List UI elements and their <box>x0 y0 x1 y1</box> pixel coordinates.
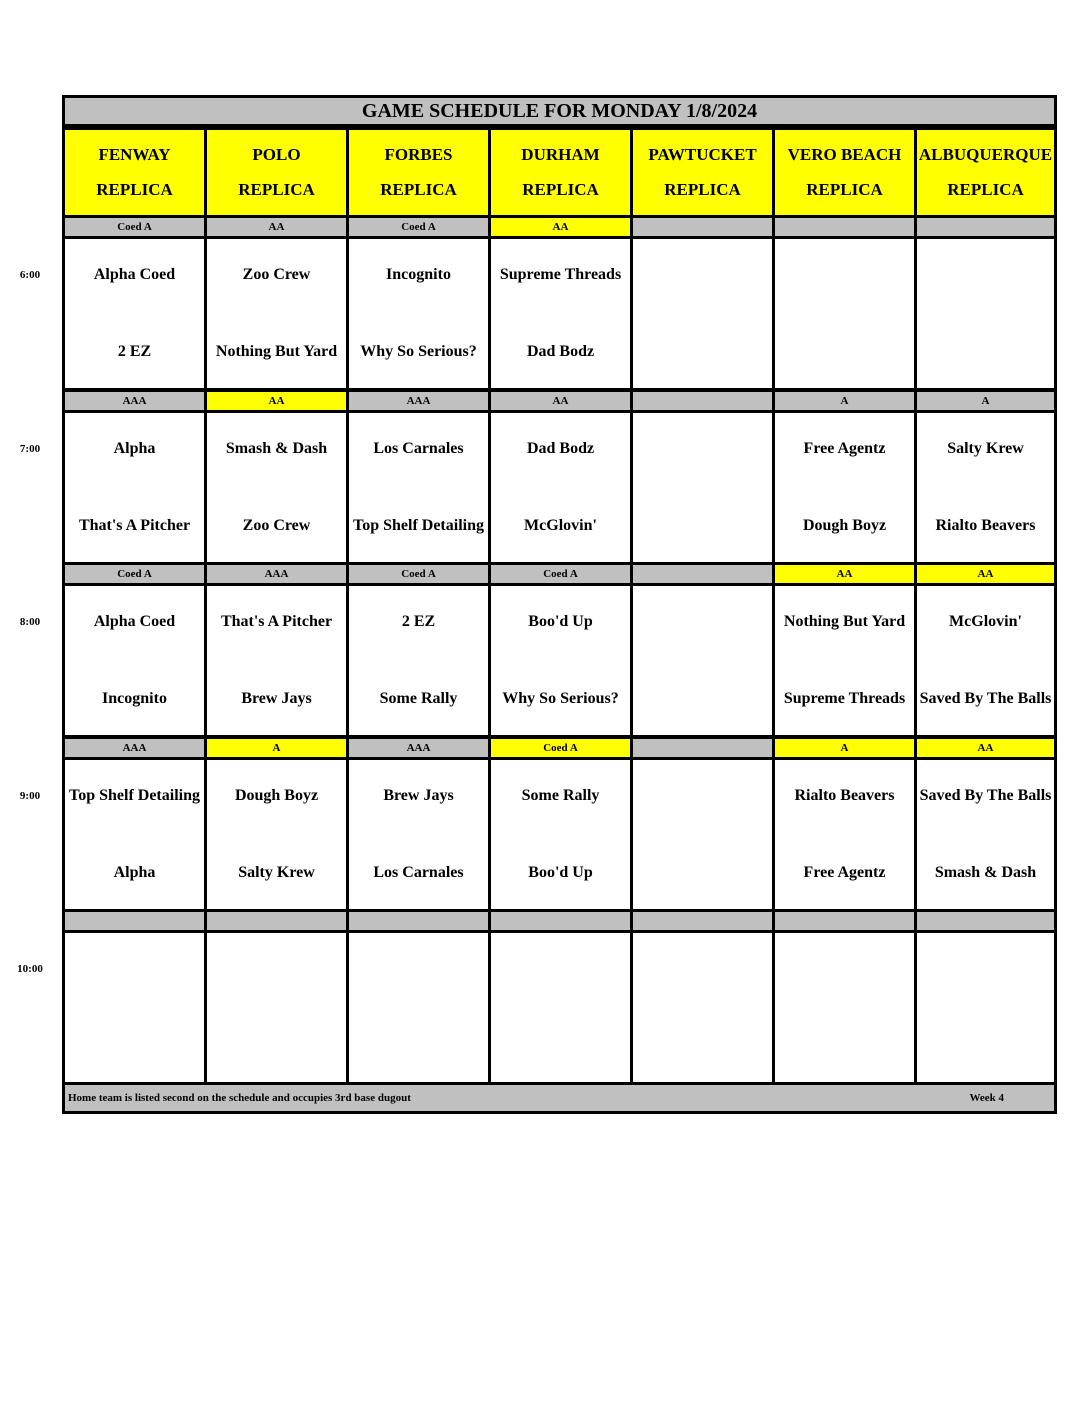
schedule-footer <box>65 1085 1054 1111</box>
field-header <box>349 130 488 215</box>
week-label: Week 4 <box>969 1092 1004 1104</box>
division-label <box>775 912 914 930</box>
field-header <box>917 130 1054 215</box>
game-cell <box>349 586 488 735</box>
home-team: 2 EZ <box>117 343 152 360</box>
field-name: DURHAM <box>521 145 600 165</box>
home-team: Free Agentz <box>803 864 886 881</box>
game-cell <box>917 413 1054 562</box>
home-team-note: Home team is listed second on the schedule and occupies 3rd base dugout <box>68 1092 411 1104</box>
field-sub: REPLICA <box>664 179 741 199</box>
game-cell <box>491 239 630 388</box>
home-team <box>635 1036 770 1056</box>
home-team <box>209 1036 344 1056</box>
game-cell <box>775 239 914 388</box>
away-team: Supreme Threads <box>499 266 622 283</box>
away-team: Free Agentz <box>803 440 886 457</box>
game-cell <box>775 760 914 909</box>
division-label: AA <box>775 565 914 583</box>
game-cell <box>207 239 346 388</box>
time-label: 6:00 <box>19 269 41 281</box>
division-label: Coed A <box>65 218 204 236</box>
away-team <box>777 265 912 285</box>
game-cell <box>775 586 914 735</box>
away-team: McGlovin' <box>949 613 1022 630</box>
game-cell <box>491 586 630 735</box>
home-team <box>635 516 770 536</box>
schedule-title: GAME SCHEDULE FOR MONDAY 1/8/2024 <box>65 98 1054 127</box>
game-cell <box>65 239 204 388</box>
time-label: 8:00 <box>19 616 41 628</box>
field-header <box>775 130 914 215</box>
game-cell <box>65 413 204 562</box>
division-label <box>633 392 772 410</box>
schedule-table <box>62 95 1057 1114</box>
division-label: AAA <box>349 392 488 410</box>
division-label: A <box>207 739 346 757</box>
division-label: AAA <box>349 739 488 757</box>
away-team <box>635 265 770 285</box>
game-cell <box>633 933 772 1082</box>
division-label <box>207 912 346 930</box>
home-team: Boo'd Up <box>528 864 593 881</box>
home-team: Zoo Crew <box>242 517 311 534</box>
division-label: AAA <box>65 739 204 757</box>
home-team: McGlovin' <box>524 517 597 534</box>
away-team <box>635 959 770 979</box>
away-team <box>67 959 202 979</box>
field-header <box>207 130 346 215</box>
away-team: 2 EZ <box>401 613 436 630</box>
division-label <box>917 218 1054 236</box>
home-team: Brew Jays <box>241 690 312 707</box>
field-sub: REPLICA <box>947 179 1024 199</box>
away-team: Zoo Crew <box>242 266 311 283</box>
home-team: Los Carnales <box>373 864 464 881</box>
division-label: Coed A <box>491 739 630 757</box>
division-label: A <box>775 739 914 757</box>
division-label: A <box>775 392 914 410</box>
division-label: AA <box>207 392 346 410</box>
away-team <box>777 959 912 979</box>
field-name: POLO <box>252 145 301 165</box>
game-cell <box>349 239 488 388</box>
field-sub: REPLICA <box>806 179 883 199</box>
game-cell <box>491 760 630 909</box>
game-cell <box>491 413 630 562</box>
home-team: Salty Krew <box>238 864 315 881</box>
home-team: Supreme Threads <box>783 690 906 707</box>
game-cell <box>207 933 346 1082</box>
field-name: FENWAY <box>98 145 171 165</box>
division-label: Coed A <box>349 218 488 236</box>
division-label: AA <box>491 218 630 236</box>
home-team <box>777 342 912 362</box>
game-cell <box>917 586 1054 735</box>
field-sub: REPLICA <box>238 179 315 199</box>
home-team: Incognito <box>102 690 167 707</box>
home-team <box>635 689 770 709</box>
home-team: Saved By The Balls <box>919 690 1052 707</box>
game-cell <box>775 413 914 562</box>
division-label: Coed A <box>65 565 204 583</box>
division-label: AA <box>917 565 1054 583</box>
division-label <box>633 565 772 583</box>
game-cell <box>917 760 1054 909</box>
game-cell <box>633 413 772 562</box>
game-cell <box>207 586 346 735</box>
away-team: Some Rally <box>521 787 600 804</box>
home-team <box>777 1036 912 1056</box>
home-team <box>493 1036 628 1056</box>
division-label <box>775 218 914 236</box>
field-name: PAWTUCKET <box>648 145 757 165</box>
field-sub: REPLICA <box>522 179 599 199</box>
game-cell <box>349 413 488 562</box>
field-header <box>65 130 204 215</box>
away-team: Los Carnales <box>373 440 464 457</box>
home-team <box>635 863 770 883</box>
division-label: Coed A <box>491 565 630 583</box>
division-label <box>491 912 630 930</box>
away-team <box>635 612 770 632</box>
away-team: Boo'd Up <box>528 613 593 630</box>
field-header <box>491 130 630 215</box>
away-team: Top Shelf Detailing <box>69 787 200 804</box>
game-cell <box>917 239 1054 388</box>
field-header <box>633 130 772 215</box>
division-label: A <box>917 392 1054 410</box>
division-label <box>633 739 772 757</box>
home-team: Top Shelf Detailing <box>353 517 484 534</box>
away-team: Brew Jays <box>383 787 454 804</box>
division-label <box>633 218 772 236</box>
home-team: Why So Serious? <box>502 690 619 707</box>
game-cell <box>349 760 488 909</box>
home-team <box>351 1036 486 1056</box>
game-cell <box>917 933 1054 1082</box>
division-label: AA <box>207 218 346 236</box>
away-team: Dad Bodz <box>526 440 595 457</box>
home-team: Dough Boyz <box>802 517 887 534</box>
game-cell <box>633 760 772 909</box>
division-label: AAA <box>65 392 204 410</box>
division-label <box>917 912 1054 930</box>
division-label: AAA <box>207 565 346 583</box>
home-team <box>919 1036 1052 1056</box>
field-sub: REPLICA <box>380 179 457 199</box>
division-label: AA <box>917 739 1054 757</box>
game-cell <box>633 239 772 388</box>
away-team: Smash & Dash <box>225 440 328 457</box>
home-team: Alpha <box>113 864 156 881</box>
field-name: VERO BEACH <box>787 145 902 165</box>
field-name: ALBUQUERQUE <box>918 145 1053 165</box>
game-cell <box>207 413 346 562</box>
home-team: Smash & Dash <box>934 864 1037 881</box>
away-team: That's A Pitcher <box>220 613 333 630</box>
home-team <box>919 342 1052 362</box>
home-team: Rialto Beavers <box>935 517 1036 534</box>
away-team <box>919 959 1052 979</box>
away-team <box>209 959 344 979</box>
away-team <box>635 786 770 806</box>
home-team <box>67 1036 202 1056</box>
time-label: 10:00 <box>17 963 43 975</box>
home-team: Dad Bodz <box>526 343 595 360</box>
field-sub: REPLICA <box>96 179 173 199</box>
game-cell <box>491 933 630 1082</box>
home-team: Why So Serious? <box>360 343 477 360</box>
game-cell <box>207 760 346 909</box>
game-cell <box>65 933 204 1082</box>
away-team: Alpha Coed <box>93 613 176 630</box>
division-label <box>65 912 204 930</box>
away-team <box>493 959 628 979</box>
division-label <box>633 912 772 930</box>
game-cell <box>633 586 772 735</box>
away-team: Saved By The Balls <box>919 787 1052 804</box>
division-label: Coed A <box>349 565 488 583</box>
home-team: Some Rally <box>379 690 458 707</box>
away-team <box>635 439 770 459</box>
home-team <box>635 342 770 362</box>
game-cell <box>349 933 488 1082</box>
away-team <box>919 265 1052 285</box>
game-cell <box>775 933 914 1082</box>
game-cell <box>65 586 204 735</box>
field-name: FORBES <box>384 145 453 165</box>
away-team: Dough Boyz <box>234 787 319 804</box>
away-team: Alpha <box>113 440 156 457</box>
time-label: 7:00 <box>19 443 41 455</box>
time-label: 9:00 <box>19 790 41 802</box>
away-team: Nothing But Yard <box>783 613 906 630</box>
division-label <box>349 912 488 930</box>
away-team <box>351 959 486 979</box>
home-team: Nothing But Yard <box>215 343 338 360</box>
away-team: Alpha Coed <box>93 266 176 283</box>
away-team: Rialto Beavers <box>794 787 895 804</box>
away-team: Salty Krew <box>947 440 1024 457</box>
game-cell <box>65 760 204 909</box>
division-label: AA <box>491 392 630 410</box>
home-team: That's A Pitcher <box>78 517 191 534</box>
away-team: Incognito <box>386 266 451 283</box>
